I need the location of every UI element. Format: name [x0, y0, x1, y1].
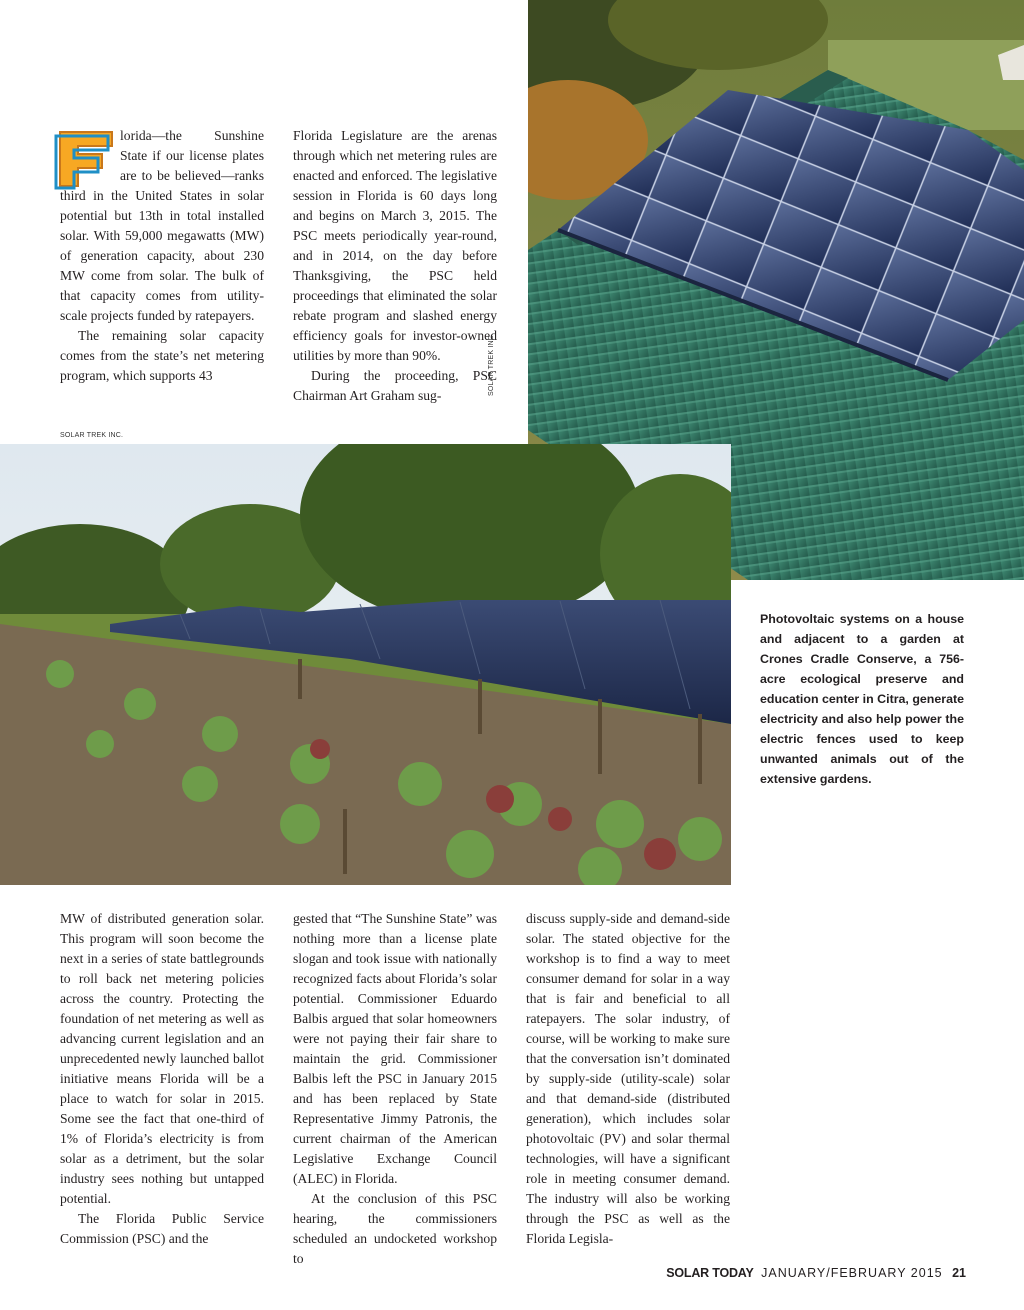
dropcap-f-icon	[54, 128, 118, 190]
page-footer	[666, 1266, 966, 1280]
paragraph: At the conclusion of this PSC hearing, the commissioners scheduled an undocketed workshop to	[293, 1191, 497, 1266]
article-column-2	[293, 126, 497, 406]
paragraph: lorida—the Sunshine State if our license plates are to be believed—ranks third in the United States in solar potential but 13th in total installed solar. With 59,000 megawatts (MW) of generation capacity, about 230 MW come from solar. The bulk of that capacity comes from utility-scale projects funded by ratepayers.	[60, 128, 264, 323]
paragraph: The remaining solar capacity comes from the state’s net metering program, which supports 43	[60, 328, 264, 383]
paragraph: discuss supply-side and demand-side solar. The stated objective for the workshop is to find a way to meet consumer demand for solar in a way that is fair and beneficial to all ratepayers. The solar industry, of course, will be working to make sure that the conversation isn’t dominated by supply-side (utility-scale) solar and that demand-side (distributed generation), which includes solar photovoltaic (PV) and solar thermal technologies, will have a significant role in meeting consumer demand. The industry will also be working through the PSC as well as the Florida Legisla-	[526, 911, 730, 1246]
page-number: 21	[952, 1266, 966, 1280]
dropcap-letter	[54, 128, 114, 186]
paragraph: Florida Legislature are the arenas through which net metering rules are enacted and enforced. The legislative session in Florida is 60 days long and begins on March 3, 2015. The PSC meets periodically year-round, and in 2014, on the day before Thanksgiving, the PSC held proceedings that eliminated the solar rebate program and slashed energy efficiency goals for investor-owned utilities by more than 90%.	[293, 128, 497, 363]
paragraph: During the proceeding, PSC Chairman Art Graham sug-	[293, 368, 497, 403]
garden-solar-illustration	[0, 444, 731, 885]
issue-date: JANUARY/FEBRUARY 2015	[761, 1266, 943, 1280]
magazine-name: SOLAR TODAY	[666, 1266, 754, 1280]
photo-credit-garden: SOLAR TREK INC.	[60, 432, 124, 439]
article-column-1	[60, 126, 264, 386]
photo-credit-roof: SOLAR TREK INC.	[488, 332, 495, 396]
article-column-4	[293, 909, 497, 1269]
paragraph: gested that “The Sunshine State” was nothing more than a license plate slogan and took issue with nationally recognized facts about Florida’s solar potential. Commissioner Eduardo Balbis argued that solar homeowners were not paying their fair share to maintain the grid. Commissioner Balbis left the PSC in January 2015 and has been replaced by State Representative Jimmy Patronis, the current chairman of the American Legislative Exchange Council (ALEC) in Florida.	[293, 911, 497, 1186]
photo-caption: Photovoltaic systems on a house and adjacent to a garden at Crones Cradle Conserve, a 756-acre ecological preserve and education center in Citra, generate electricity and also help power the electric fences used to keep unwanted animals out of the extensive gardens.	[760, 612, 964, 786]
garden-solar-photo	[0, 444, 731, 885]
paragraph: The Florida Public Service Commission (PSC) and the	[60, 1211, 264, 1246]
article-column-3	[60, 909, 264, 1249]
article-column-5	[526, 909, 730, 1249]
paragraph: MW of distributed generation solar. This program will soon become the next in a series of state battlegrounds to roll back net metering policies across the country. Protecting the foundation of net metering as well as advancing current legislation and an unprecedented newly launched ballot initiative means Florida will be a place to watch for solar in 2015. Some see the fact that one-third of 1% of Florida’s electricity is from solar as a detriment, but the solar industry sees nothing but untapped potential.	[60, 911, 264, 1206]
